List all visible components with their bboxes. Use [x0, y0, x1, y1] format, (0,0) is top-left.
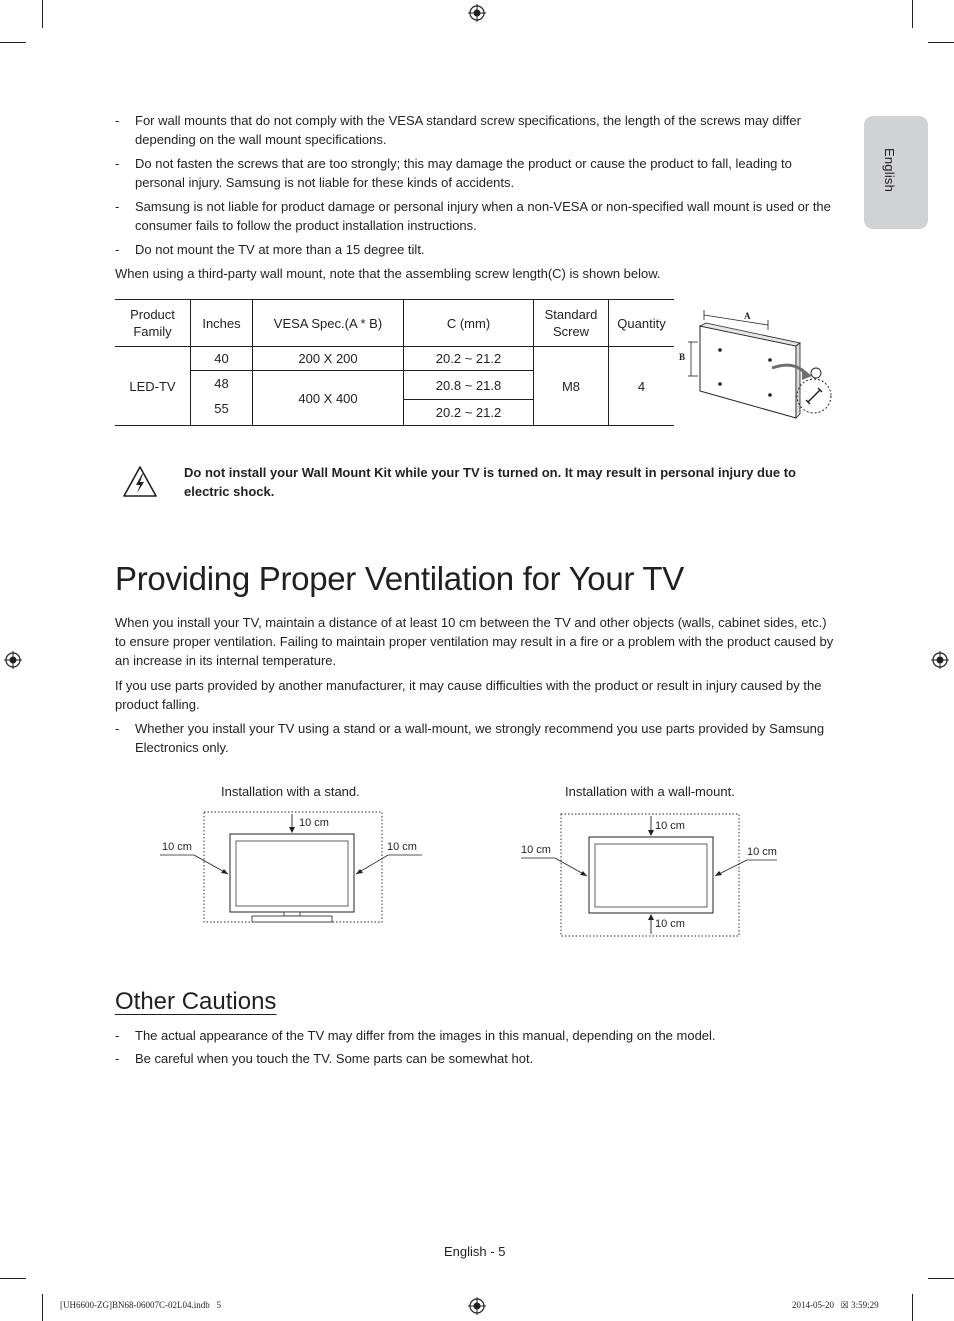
- bullet-dash: -: [115, 156, 120, 171]
- warning-text: Do not install your Wall Mount Kit while your TV is turned on. It may result in personal injury due to electric shock.: [184, 465, 797, 499]
- table-header: C (mm): [404, 300, 534, 347]
- dimension-a-label: A: [744, 311, 751, 321]
- table-cell: LED-TV: [115, 347, 191, 426]
- electric-shock-warning-icon: [122, 465, 158, 498]
- vesa-spec-table: [115, 299, 674, 426]
- page-title: Providing Proper Ventilation for Your TV: [115, 560, 684, 597]
- crop-mark: [42, 0, 43, 28]
- stand-installation-diagram: [150, 806, 430, 928]
- distance-label: 10 cm: [162, 841, 192, 853]
- dimension-b-label: B: [679, 352, 686, 362]
- table-cell: 20.2 ~ 21.2: [404, 347, 534, 371]
- section-title: Other Cautions: [115, 988, 277, 1015]
- table-header: Product Family: [115, 300, 191, 347]
- table-header: Standard Screw: [534, 300, 609, 347]
- distance-label: 10 cm: [655, 918, 685, 930]
- note-text: Whether you install your TV using a stand or a wall-mount, we strongly recommend you use parts provided by Samsung Electronics only.: [135, 721, 825, 755]
- stand-caption: Installation with a stand.: [221, 784, 360, 799]
- registration-mark-icon: [468, 1297, 486, 1315]
- file-info: [UH6600-ZG]BN68-06007C-02L04.indb 5: [60, 1300, 221, 1310]
- table-cell: 55: [191, 400, 253, 426]
- wall-mount-caption: Installation with a wall-mount.: [565, 784, 735, 799]
- table-cell: 40: [191, 347, 253, 371]
- table-cell: 400 X 400: [253, 371, 404, 426]
- distance-label: 10 cm: [387, 841, 417, 853]
- language-side-tab: [864, 116, 928, 229]
- note-text: For wall mounts that do not comply with the VESA standard screw specifications, the length of the screws may differ depending on the wall mount specifications.: [135, 113, 801, 147]
- wall-mount-installation-diagram: [515, 806, 785, 940]
- ventilation-paragraph: When you install your TV, maintain a distance of at least 10 cm between the TV and other objects (walls, cabinet sides, etc.) to ensure proper ventilation. Failing to maintain proper ventilation may result in a fire or a problem with the product caused by an increase in its internal temperature.: [115, 615, 834, 668]
- registration-mark-icon: [4, 651, 22, 669]
- note-text: Do not mount the TV at more than a 15 degree tilt.: [135, 242, 425, 257]
- bullet-dash: -: [115, 721, 120, 736]
- list-item: [115, 1049, 840, 1068]
- distance-label: 10 cm: [299, 817, 329, 829]
- table-cell: 48: [191, 371, 253, 400]
- list-item: [115, 154, 840, 192]
- table-cell: M8: [534, 347, 609, 426]
- list-item: [115, 1026, 840, 1045]
- table-cell: 4: [609, 347, 675, 426]
- distance-label: 10 cm: [747, 846, 777, 858]
- list-item: [115, 111, 840, 149]
- bullet-dash: -: [115, 113, 120, 128]
- screw-intro: When using a third-party wall mount, note that the assembling screw length(C) is shown below.: [115, 266, 661, 281]
- table-cell: 20.2 ~ 21.2: [404, 400, 534, 426]
- table-header: Inches: [191, 300, 253, 347]
- registration-mark-icon: [931, 651, 949, 669]
- table-header: VESA Spec.(A * B): [253, 300, 404, 347]
- distance-label: 10 cm: [655, 820, 685, 832]
- ventilation-paragraph: If you use parts provided by another manufacturer, it may cause difficulties with the product or result in injury caused by the product falling.: [115, 678, 822, 712]
- bullet-dash: -: [115, 199, 120, 214]
- crop-mark: [42, 1294, 43, 1321]
- list-item: [115, 197, 840, 235]
- crop-mark: [928, 42, 954, 43]
- print-date: 2014-05-20 ☒ 3:59:29: [792, 1300, 879, 1310]
- bullet-dash: -: [115, 1051, 120, 1066]
- table-header: Quantity: [609, 300, 675, 347]
- crop-mark: [0, 42, 26, 43]
- crop-mark: [0, 1278, 26, 1279]
- caution-text: The actual appearance of the TV may differ from the images in this manual, depending on the model.: [135, 1028, 716, 1043]
- wall-mount-diagram: [676, 298, 840, 422]
- crop-mark: [912, 0, 913, 28]
- note-text: Do not fasten the screws that are too strongly; this may damage the product or cause the product to fall, leading to personal injury. Samsung is not liable for these kinds of accidents.: [135, 156, 792, 190]
- caution-text: Be careful when you touch the TV. Some parts can be somewhat hot.: [135, 1051, 534, 1066]
- table-row: [115, 347, 674, 371]
- table-header-row: [115, 300, 674, 347]
- list-item: [115, 719, 840, 757]
- distance-label: 10 cm: [521, 844, 551, 856]
- list-item: [115, 240, 840, 259]
- bullet-dash: -: [115, 242, 120, 257]
- page-number: English - 5: [444, 1244, 506, 1259]
- crop-mark: [928, 1278, 954, 1279]
- note-text: Samsung is not liable for product damage or personal injury when a non-VESA or non-specified wall mount is used or the consumer fails to follow the product installation instructions.: [135, 199, 831, 233]
- side-tab-label: English: [882, 148, 897, 193]
- registration-mark-icon: [468, 4, 486, 22]
- table-cell: 20.8 ~ 21.8: [404, 371, 534, 400]
- crop-mark: [912, 1294, 913, 1321]
- table-cell: 200 X 200: [253, 347, 404, 371]
- bullet-dash: -: [115, 1028, 120, 1043]
